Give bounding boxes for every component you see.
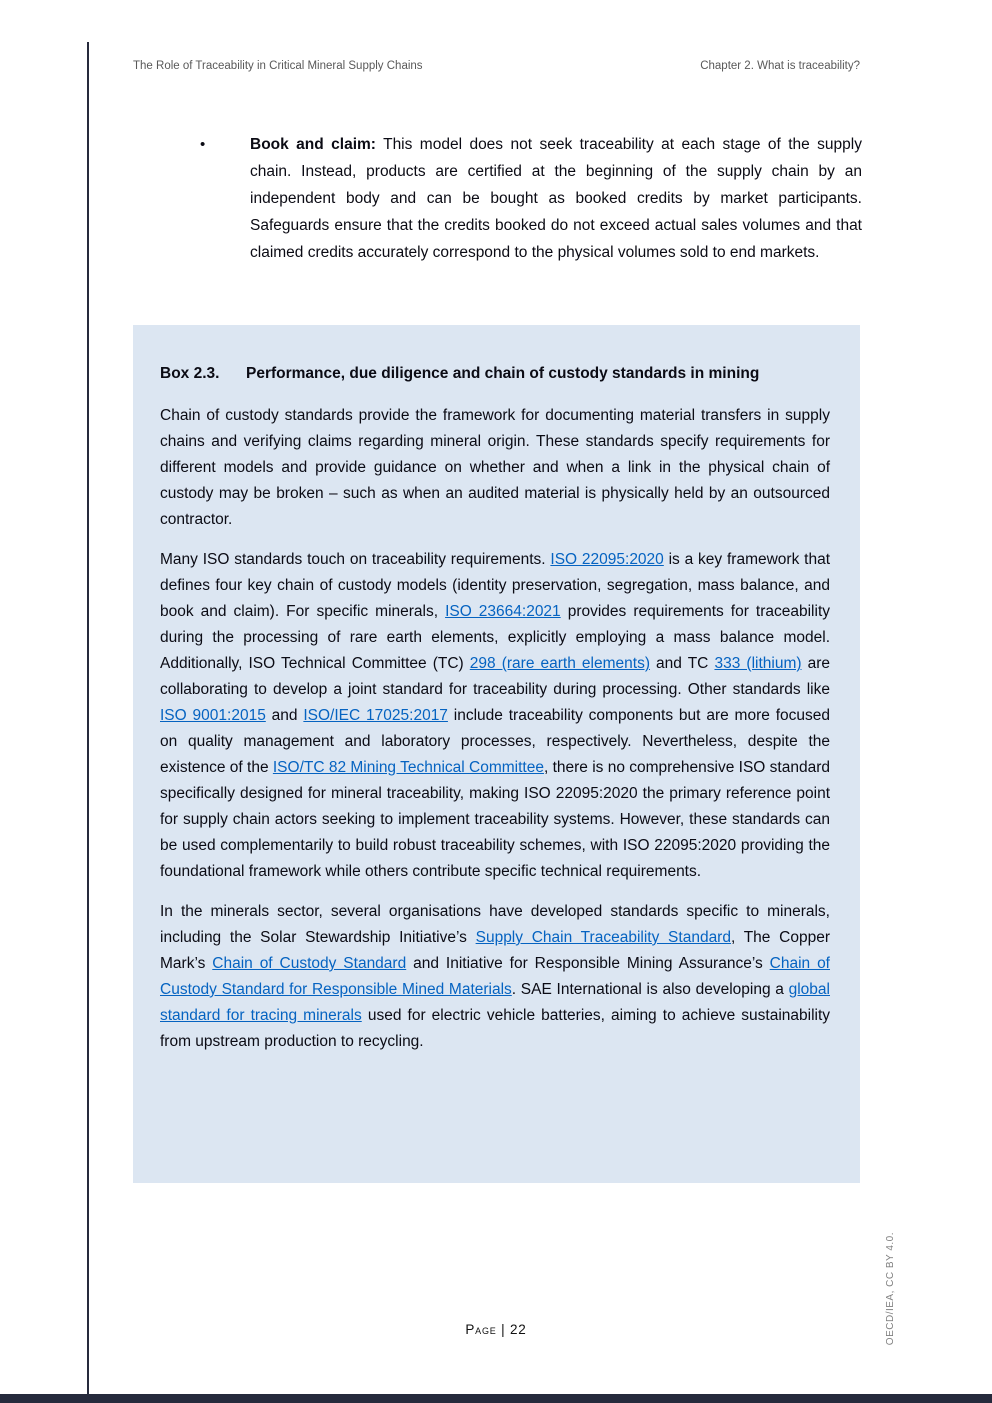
paragraph-text: . SAE International is also developing a [511, 981, 789, 998]
box-title-label: Box 2.3. [160, 365, 220, 382]
box-paragraph [160, 547, 830, 885]
bullet-item [200, 131, 862, 266]
bullet-body-text: This model does not seek traceability at each stage of the supply chain. Instead, products are certified at the beginning of the supply chain by an independent body and can be bought as booked credits by market participants. Safeguards ensure that the credits booked do not exceed actual sales volumes and that claimed credits accurately correspond to the physical volumes sold to end markets. [250, 136, 862, 261]
inline-link[interactable]: 298 (rare earth elements) [469, 655, 650, 672]
box-title [160, 360, 830, 387]
copyright-sidenote: OECD/IEA, CC BY 4.0. [885, 1232, 896, 1346]
paragraph-text: and Initiative for Responsible Mining Assurance’s [406, 955, 770, 972]
paragraph-text: , there is no comprehensive ISO standard specifically designed for mineral traceability, making ISO 22095:2020 the primary reference point for supply chain actors seeking to implement traceability systems. However, these standards can be used complementarily to build robust traceability schemes, with ISO 22095:2020 providing the foundational framework while others contribute specific technical requirements. [160, 759, 830, 880]
bullet-label: Book and claim: [250, 136, 376, 153]
inline-link[interactable]: ISO/IEC 17025:2017 [303, 707, 448, 724]
bullet-marker: • [200, 136, 206, 153]
inline-link[interactable]: 333 (lithium) [714, 655, 802, 672]
paragraph-text: include traceability components but are more focused on quality management and laboratory processes, respectively. Nevertheless, despite the existence of the [160, 707, 830, 776]
box-body [160, 403, 830, 1055]
running-header-right: Chapter 2. What is traceability? [700, 60, 860, 72]
inline-link[interactable]: ISO 22095:2020 [550, 551, 664, 568]
paragraph-text: , The Copper Mark’s [160, 929, 830, 972]
paragraph-text: In the minerals sector, several organisations have developed standards specific to minerals, including the Solar Stewardship Initiative’s [160, 903, 830, 946]
left-border-rule [87, 42, 89, 1394]
box-paragraph [160, 403, 830, 533]
bottom-border-bar [0, 1394, 992, 1403]
paragraph-text: is a key framework that defines four key chain of custody models (identity preservation, segregation, mass balance, and book and claim). For specific minerals, [160, 551, 830, 620]
bullet-paragraph [250, 131, 862, 266]
inline-link[interactable]: Chain of Custody Standard for Responsible Mined Materials [160, 955, 830, 998]
running-header [133, 60, 860, 72]
inline-link[interactable]: ISO/TC 82 Mining Technical Committee [272, 759, 544, 776]
page-footer [0, 1322, 992, 1337]
paragraph-text: and [265, 707, 304, 724]
running-header-left: The Role of Traceability in Critical Mineral Supply Chains [133, 60, 423, 72]
inline-link[interactable]: Chain of Custody Standard [212, 955, 407, 972]
paragraph-text: provides requirements for traceability during the processing of rare earth elements, explicitly employing a mass balance model. Additionally, ISO Technical Committee (TC) [160, 603, 830, 672]
inline-link[interactable]: ISO 23664:2021 [445, 603, 561, 620]
paragraph-text: Chain of custody standards provide the framework for documenting material transfers in supply chains and verifying claims regarding mineral origin. These standards specify requirements for different models and provide guidance on whether and when a link in the physical chain of custody may be broken – such as when an audited material is physically held by an outsourced contractor. [160, 407, 830, 528]
inline-link[interactable]: ISO 9001:2015 [160, 707, 266, 724]
inline-link[interactable]: Supply Chain Traceability Standard [475, 929, 731, 946]
bullet-section [200, 131, 862, 266]
box-paragraph [160, 899, 830, 1055]
paragraph-text: are collaborating to develop a joint standard for traceability during processing. Other standards like [160, 655, 831, 698]
paragraph-text: and TC [649, 655, 715, 672]
box-2-3 [133, 325, 860, 1183]
inline-link[interactable]: global standard for tracing minerals [160, 981, 830, 1024]
box-title-text: Performance, due diligence and chain of custody standards in mining [246, 365, 760, 382]
page-number: Page | 22 [465, 1322, 527, 1337]
paragraph-text: used for electric vehicle batteries, aiming to achieve sustainability from upstream production to recycling. [160, 1007, 831, 1050]
paragraph-text: Many ISO standards touch on traceability requirements. [160, 551, 551, 568]
